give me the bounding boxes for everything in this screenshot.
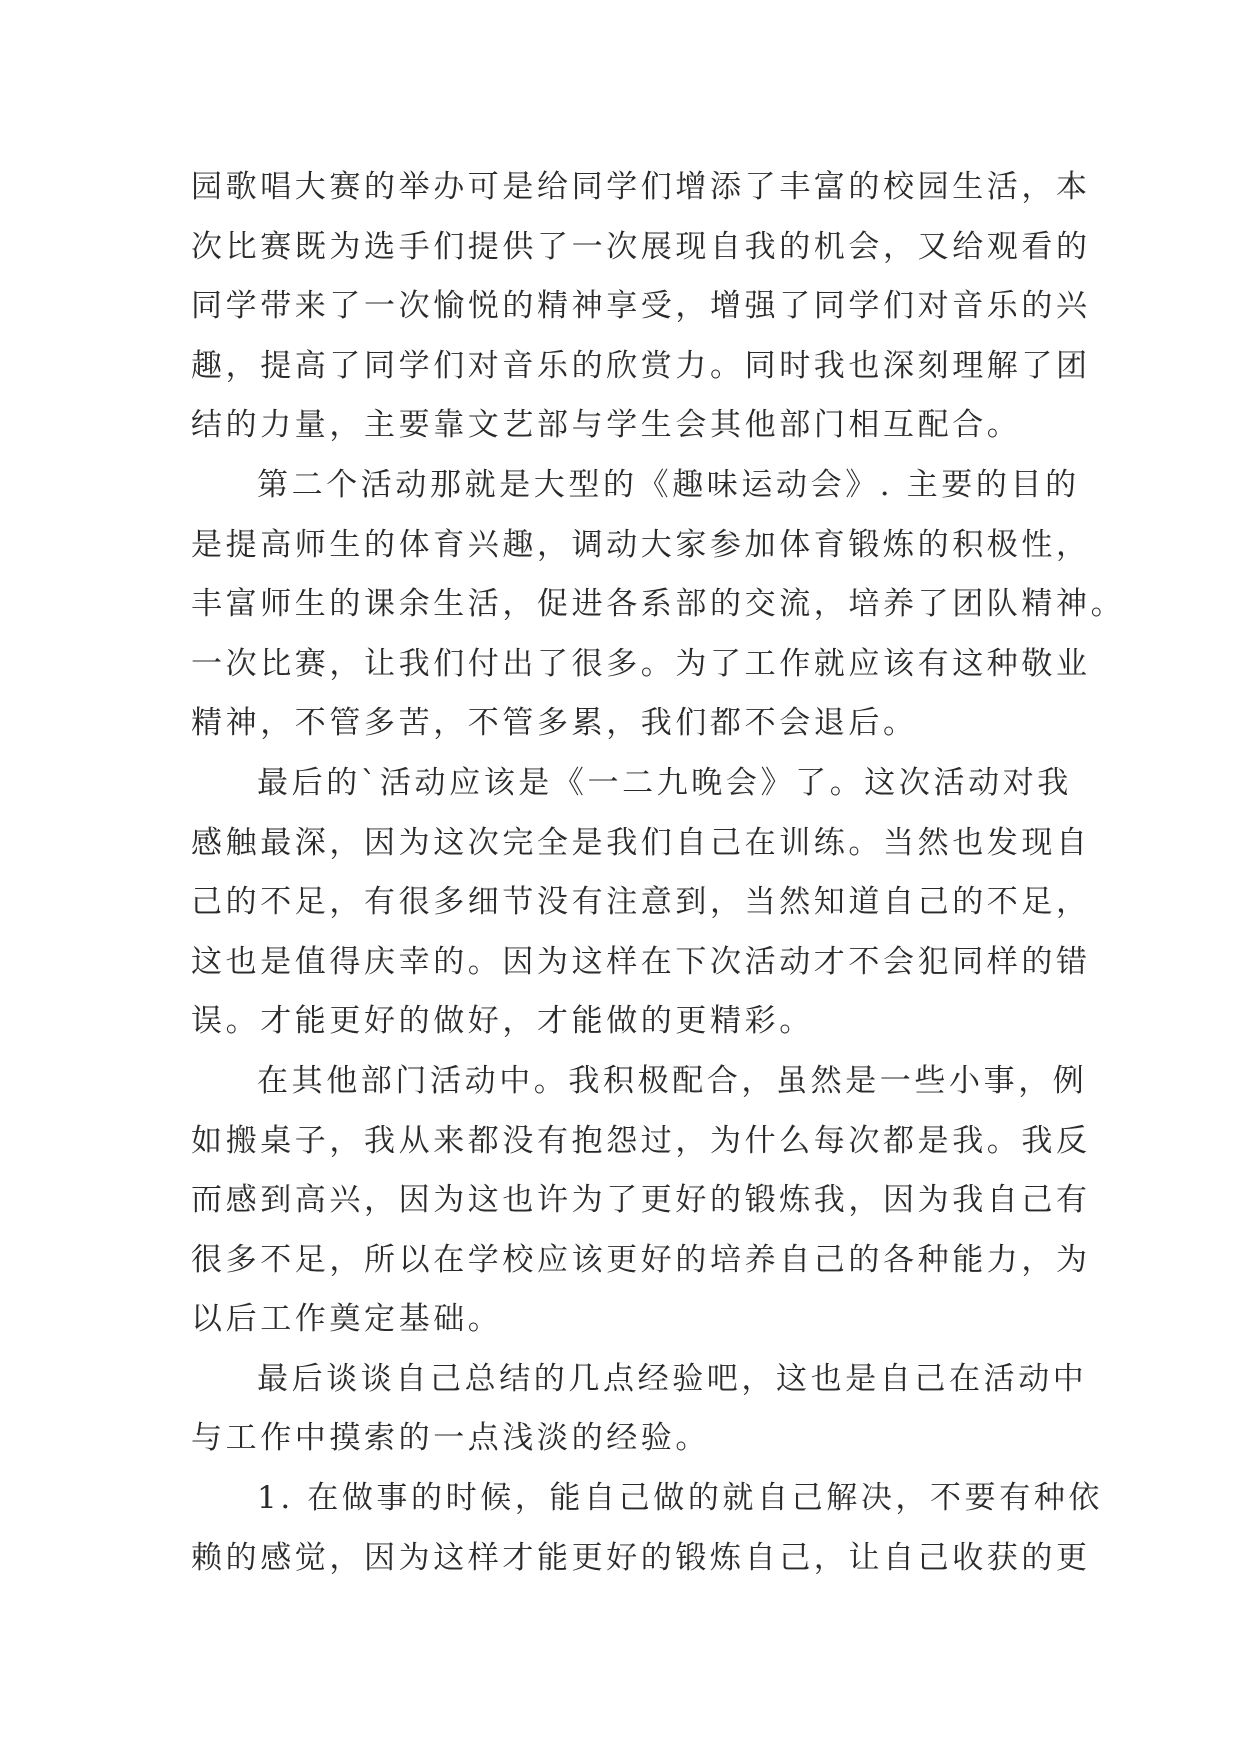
text-line: 很多不足，所以在学校应该更好的培养自己的各种能力，为 <box>191 1241 1091 1278</box>
text-line: 园歌唱大赛的举办可是给同学们增添了丰富的校园生活，本 <box>191 169 1091 205</box>
text-line: 结的力量，主要靠文艺部与学生会其他部门相互配合。 <box>191 407 1022 444</box>
text-line: 赖的感觉，因为这样才能更好的锻炼自己，让自己收获的更 <box>191 1539 1091 1576</box>
text-line: 与工作中摸索的一点浅淡的经验。 <box>191 1420 710 1457</box>
text-line: 一次比赛，让我们付出了很多。为了工作就应该有这种敬业 <box>191 645 1091 682</box>
body-text <box>191 158 1126 1588</box>
paragraph-first-line: 最后的`活动应该是《一二九晚会》了。这次活动对我 <box>257 764 1072 801</box>
text-line: 己的不足，有很多细节没有注意到，当然知道自己的不足， <box>191 884 1091 921</box>
text-line: 误。才能更好的做好，才能做的更精彩。 <box>191 1003 814 1040</box>
text-line: 趣，提高了同学们对音乐的欣赏力。同时我也深刻理解了团 <box>191 347 1091 384</box>
paragraph-first-line: 最后谈谈自己总结的几点经验吧，这也是自己在活动中 <box>257 1360 1088 1397</box>
text-line: 精神，不管多苦，不管多累，我们都不会退后。 <box>191 705 918 742</box>
text-line: 丰富师生的课余生活，促进各系部的交流，培养了团队精神。 <box>191 586 1126 623</box>
text-line: 如搬桌子，我从来都没有抱怨过，为什么每次都是我。我反 <box>191 1122 1091 1159</box>
paragraph-first-line: 第二个活动那就是大型的《趣味运动会》. 主要的目的 <box>257 466 1080 503</box>
text-line: 这也是值得庆幸的。因为这样在下次活动才不会犯同样的错 <box>191 943 1091 980</box>
text-line: 以后工作奠定基础。 <box>191 1301 503 1338</box>
paragraph-first-line: 1. 在做事的时候，能自己做的就自己解决，不要有种依 <box>257 1480 1104 1517</box>
text-line: 是提高师生的体育兴趣，调动大家参加体育锻炼的积极性， <box>191 526 1091 563</box>
text-line: 感触最深，因为这次完全是我们自己在训练。当然也发现自 <box>191 824 1091 861</box>
text-line: 同学带来了一次愉悦的精神享受，增强了同学们对音乐的兴 <box>191 288 1091 325</box>
paragraph-first-line: 在其他部门活动中。我积极配合，虽然是一些小事，例 <box>257 1062 1088 1099</box>
text-line: 而感到高兴，因为这也许为了更好的锻炼我，因为我自己有 <box>191 1182 1091 1219</box>
text-line: 次比赛既为选手们提供了一次展现自我的机会，又给观看的 <box>191 228 1091 265</box>
